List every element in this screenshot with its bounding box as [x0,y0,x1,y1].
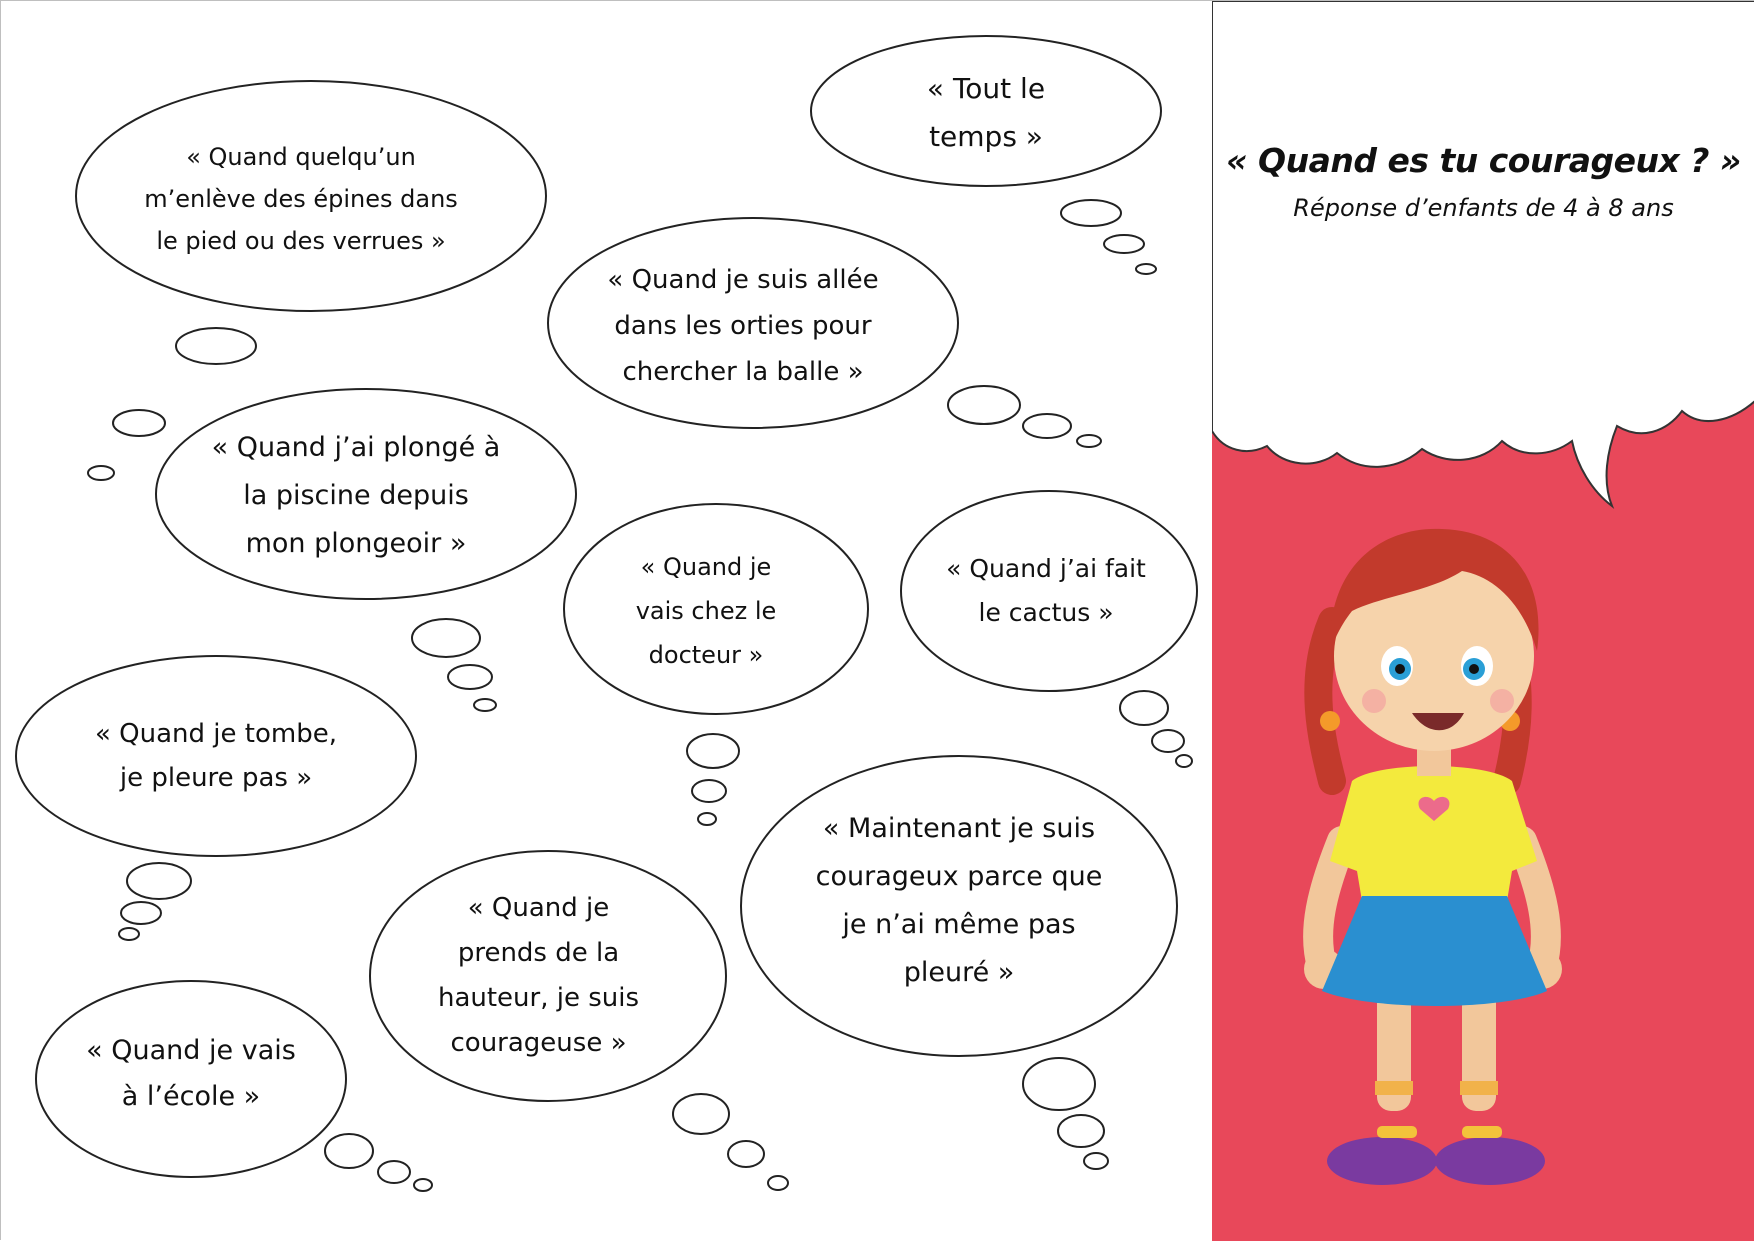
page-subtitle: Réponse d’enfants de 4 à 8 ans [1293,194,1674,222]
bubble-text-4: « Quand j’ai plongé à la piscine depuis mon plongeoir » [211,432,501,559]
bubble-text-1: « Quand quelqu’un m’enlève des épines dans le pied ou des verrues » [144,143,458,255]
page-title: « Quand es tu courageux ? » [1226,141,1741,180]
bubble-text-5: « Quand je vais chez le docteur » [635,553,777,669]
title-block [1212,141,1754,222]
bubble-text-9: « Quand je prends de la hauteur, je suis courageuse » [437,893,640,1058]
bubble-text-6: « Quand j’ai fait le cactus » [946,554,1146,627]
bubble-text-8: « Maintenant je suis courageux parce que je n’ai même pas pleuré » [815,813,1103,988]
bubble-text-7: « Quand je tombe, je pleure pas » [95,719,337,793]
bubble-text-3: « Quand je suis allée dans les orties pour chercher la balle » [607,265,879,387]
bubble-text-2: « Tout le temps » [926,72,1046,153]
bubble-text-10: « Quand je vais à l’école » [86,1035,296,1112]
